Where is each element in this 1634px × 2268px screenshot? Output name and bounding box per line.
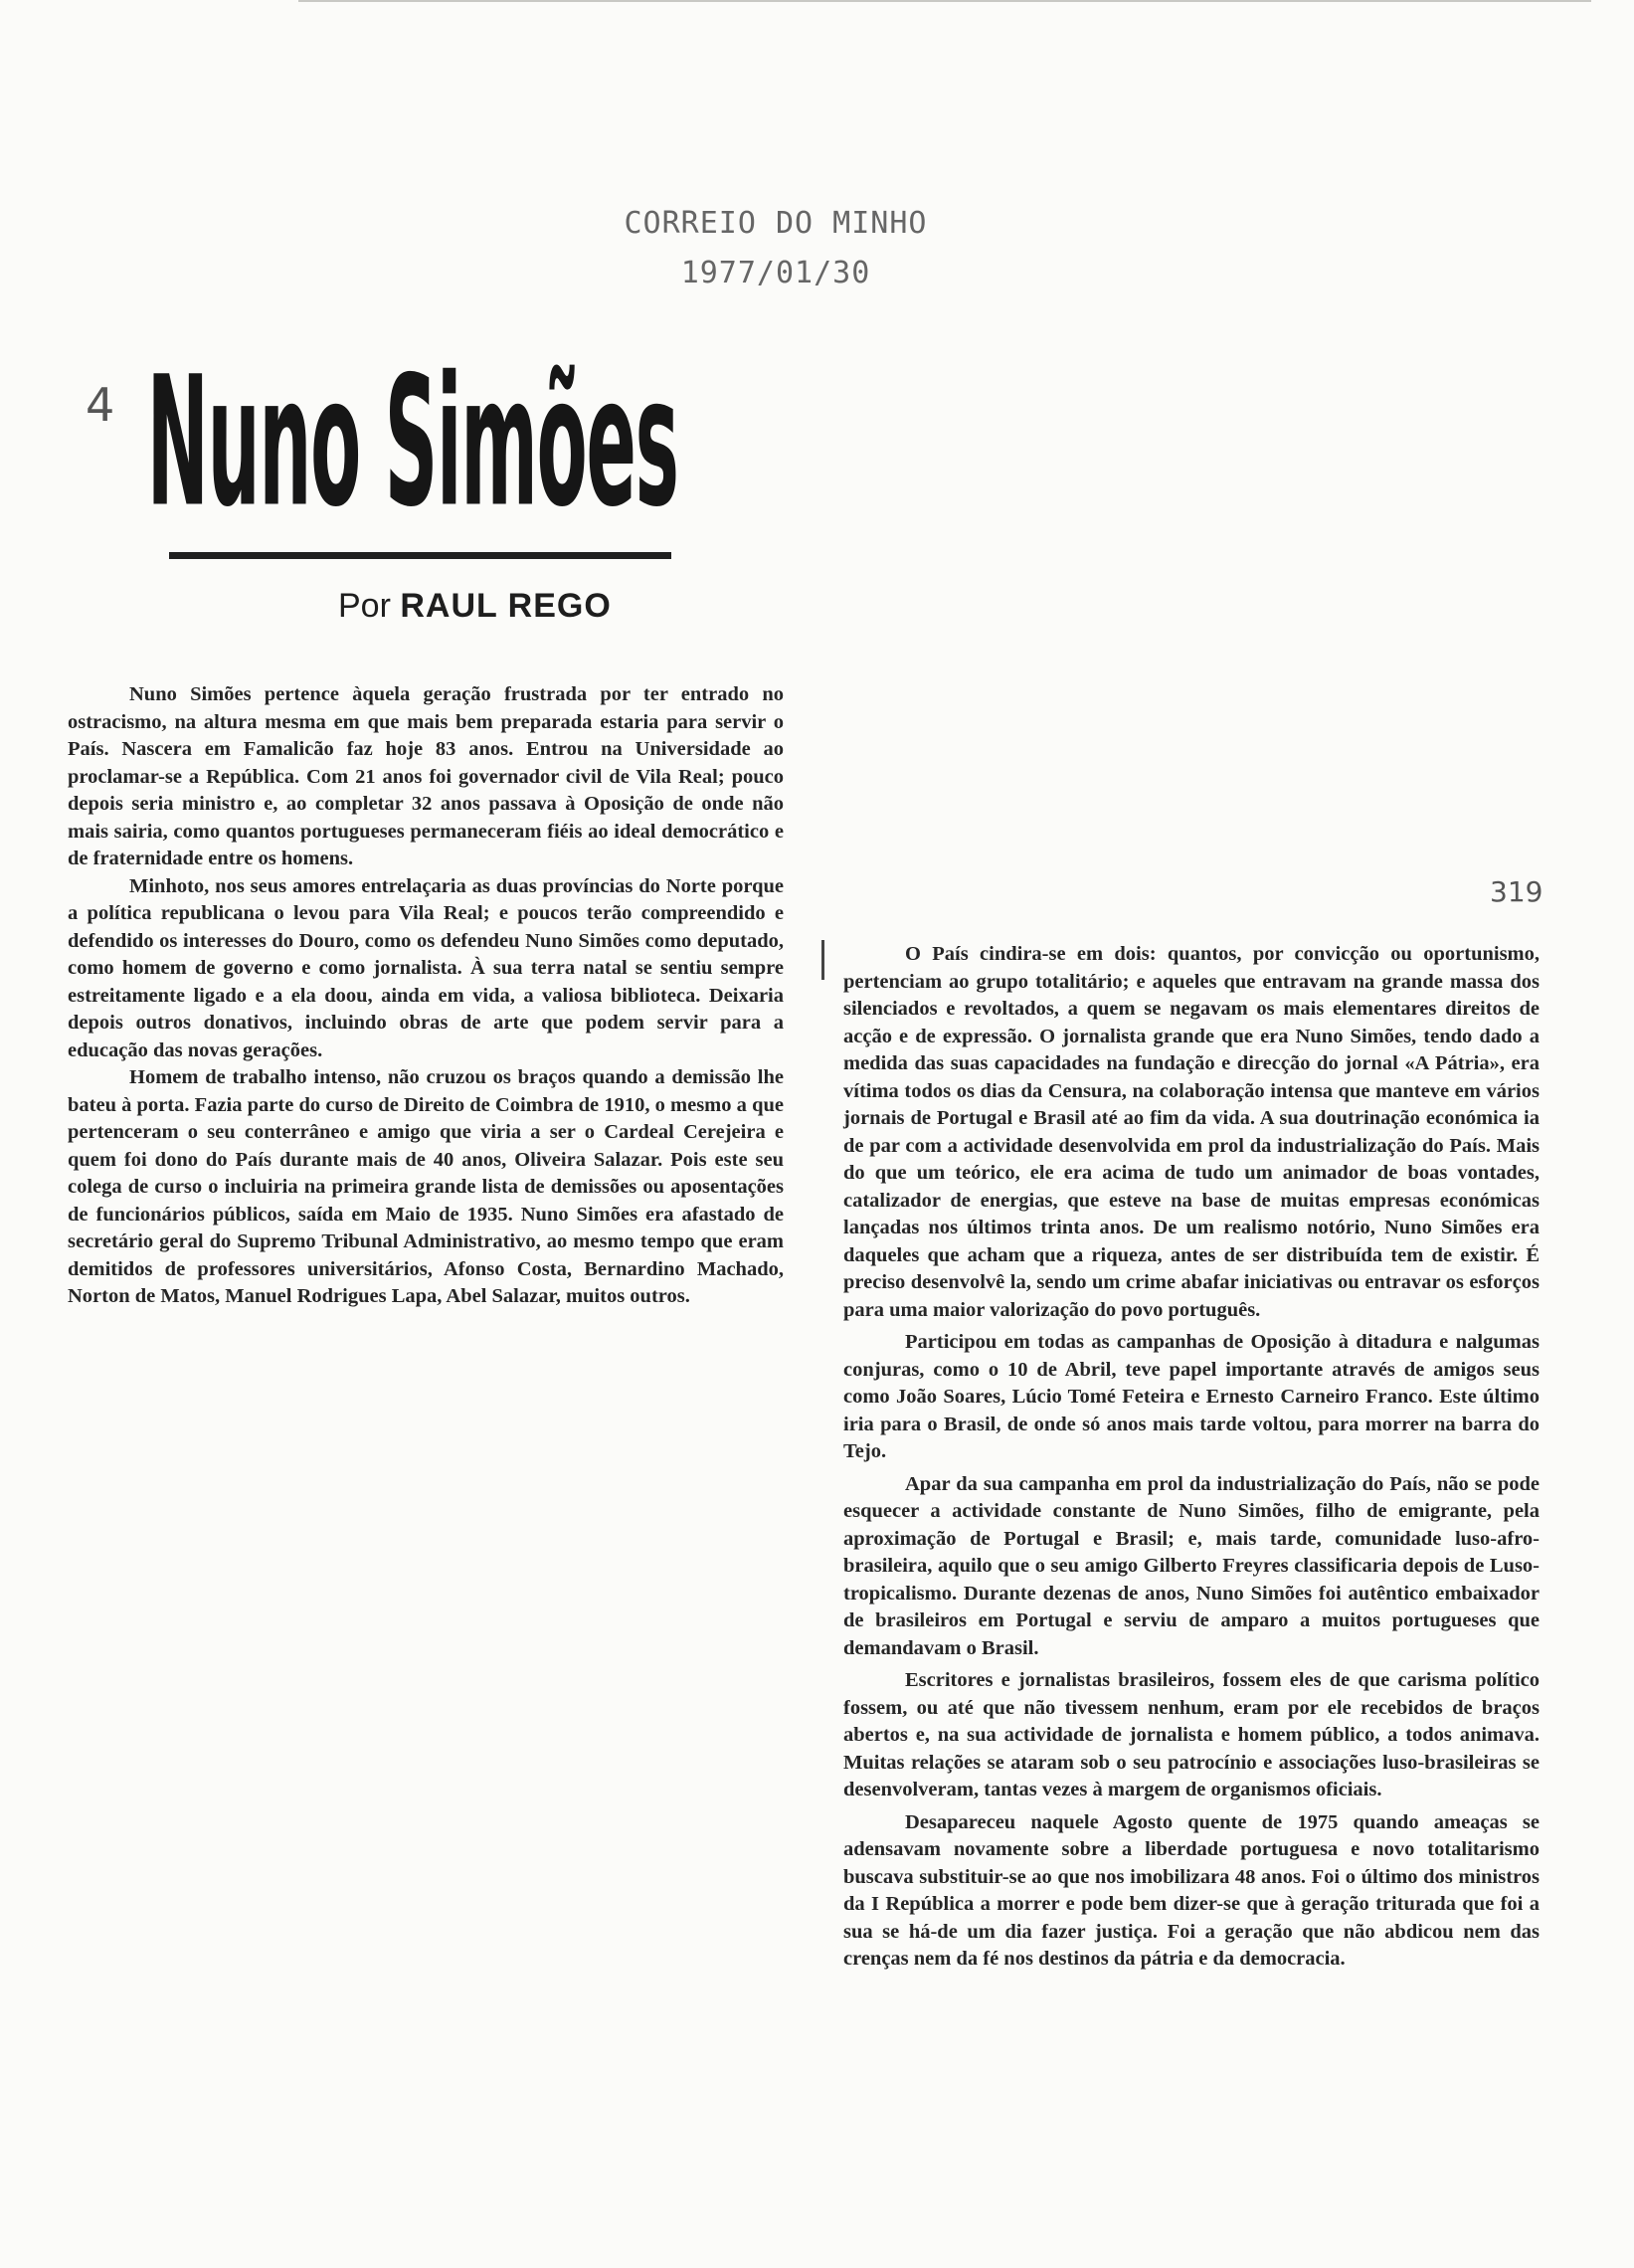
byline-prefix: Por [338,587,391,625]
title-rule [169,552,671,559]
paragraph: Nuno Simões pertence àquela geração frustrada por ter entrado no ostracismo, na altura mesma em que mais bem preparada estaria para servir o País. Nascera em Famalicão faz hoje 83 anos. Entrou na Universidade ao proclamar-se a República. Com 21 anos foi governador civil de Vila Real; pouco depois seria ministro e, ao completar 32 anos passava à Oposição de onde não mais sairia, como quantos portugueses permaneceram fiéis ao ideal democrático e de fraternidade entre os homens. [68,683,784,869]
paragraph: Escritores e jornalistas brasileiros, fossem eles de que carisma político fossem, ou até que não tivessem nenhum, eram por ele recebidos de braços abertos e, na sua actividade de jornalista e homem público, a todos animava. Muitas relações se ataram sob o seu patrocínio e associações luso-brasileiras se desenvolveram, tantas vezes à margem de organismos oficiais. [843,1669,1540,1800]
paragraph: Minhoto, nos seus amores entrelaçaria as duas províncias do Norte porque a política republicana o levou para Vila Real; e poucos terão compreendido e defendido os interesses do Douro, como os defendeu Nuno Simões como deputado, como homem de governo e como jornalista. À sua terra natal se sentiu sempre estreitamente ligado e a ela doou, ainda em vida, a valiosa biblioteca. Deixaria depois outros donativos, incluindo obras de arte que podem servir para a educação das novas gerações. [68,874,784,1061]
clipping-header [557,199,995,298]
paragraph: Participou em todas as campanhas de Oposição à ditadura e nalgumas conjuras, como o 10 de Abril, teve papel importante através de amigos seus como João Soares, Lúcio Tomé Feteira e Ernesto Carneiro Franco. Este último iria para o Brasil, de onde só anos mais tarde voltou, para morrer na barra do Tejo. [843,1331,1540,1462]
page-number: 319 [1490,875,1543,908]
paragraph: O País cindira-se em dois: quantos, por convicção ou oportunismo, pertenciam ao grupo totalitário; e aqueles que entravam na grande massa dos silenciados e revoltados, a quem se negavam os mais elementares direitos de acção e de expressão. O jornalista grande que era Nuno Simões, tendo dado a medida das suas capacidades na fundação e direcção do jornal «A Pátria», era vítima todos os dias da Censura, na colaboração intensa que manteve em vários jornais de Portugal e Brasil até ao fim da vida. A sua doutrinação económica ia de par com a actividade desenvolvida em prol da industrialização do País. Mais do que um teórico, ele era acima de tudo um animador de boas vontades, catalizador de energias, que esteve na base de muitas empresas económicas lançadas nos últimos trinta anos. De um realismo notório, Nuno Simões era daqueles que acham que a riqueza, antes de ser distribuída tem de existir. É preciso desenvolvê la, sendo um crime abafar iniciativas ou entravar os esforços para uma maior valorização do povo português. [843,943,1540,1321]
clipping-date: 1977/01/30 [680,256,871,290]
handwritten-mark: 4 [86,378,115,432]
article-column-right [843,941,1540,1979]
article-title-text: Nuno Simões [146,339,679,547]
scan-edge-line [298,0,1591,2]
margin-mark [821,940,824,980]
paragraph: Homem de trabalho intenso, não cruzou os braços quando a demissão lhe bateu à porta. Fazia parte do curso de Direito de Coimbra de 1910, o mesmo a que pertenceram o seu conterrâneo e amigo que viria a ser o Cardeal Cerejeira e quem foi dono do País durante mais de 40 anos, Oliveira Salazar. Pois este seu colega de curso o incluiria na primeira grande lista de demissões ou aposentações de funcionários públicos, saída em Maio de 1935. Nuno Simões era afastado de secretário geral do Supremo Tribunal Administrativo, ao mesmo tempo que eram demitidos de professores universitários, Afonso Costa, Bernardino Machado, Norton de Matos, Manuel Rodrigues Lapa, Abel Salazar, muitos outros. [68,1066,784,1307]
byline-author: RAUL REGO [400,587,612,625]
article-column-left [68,681,784,1311]
article-title [146,328,679,547]
byline [338,587,676,626]
newspaper-name: CORREIO DO MINHO [624,206,928,241]
paragraph: Desapareceu naquele Agosto quente de 1975 quando ameaças se adensavam novamente sobre a liberdade portuguesa e novo totalitarismo buscava substituir-se ao que nos imobilizara 48 anos. Foi o último dos ministros da I República a morrer e pode bem dizer-se que à geração triturada que foi a sua se há-de um dia fazer justiça. Foi a geração que não abdicou nem das crenças nem da fé nos destinos da pátria e da democracia. [843,1810,1540,1970]
paragraph: Apar da sua campanha em prol da industrialização do País, não se pode esquecer a actividade constante de Nuno Simões, filho de emigrante, pela aproximação de Portugal e Brasil; e, mais tarde, comunidade luso-afro-brasileira, aquilo que o seu amigo Gilberto Freyres classificaria depois de Luso-tropicalismo. Durante dezenas de anos, Nuno Simões foi autêntico embaixador de brasileiros em Portugal e serviu de amparo a muitos portugueses que demandavam o Brasil. [843,1472,1540,1659]
